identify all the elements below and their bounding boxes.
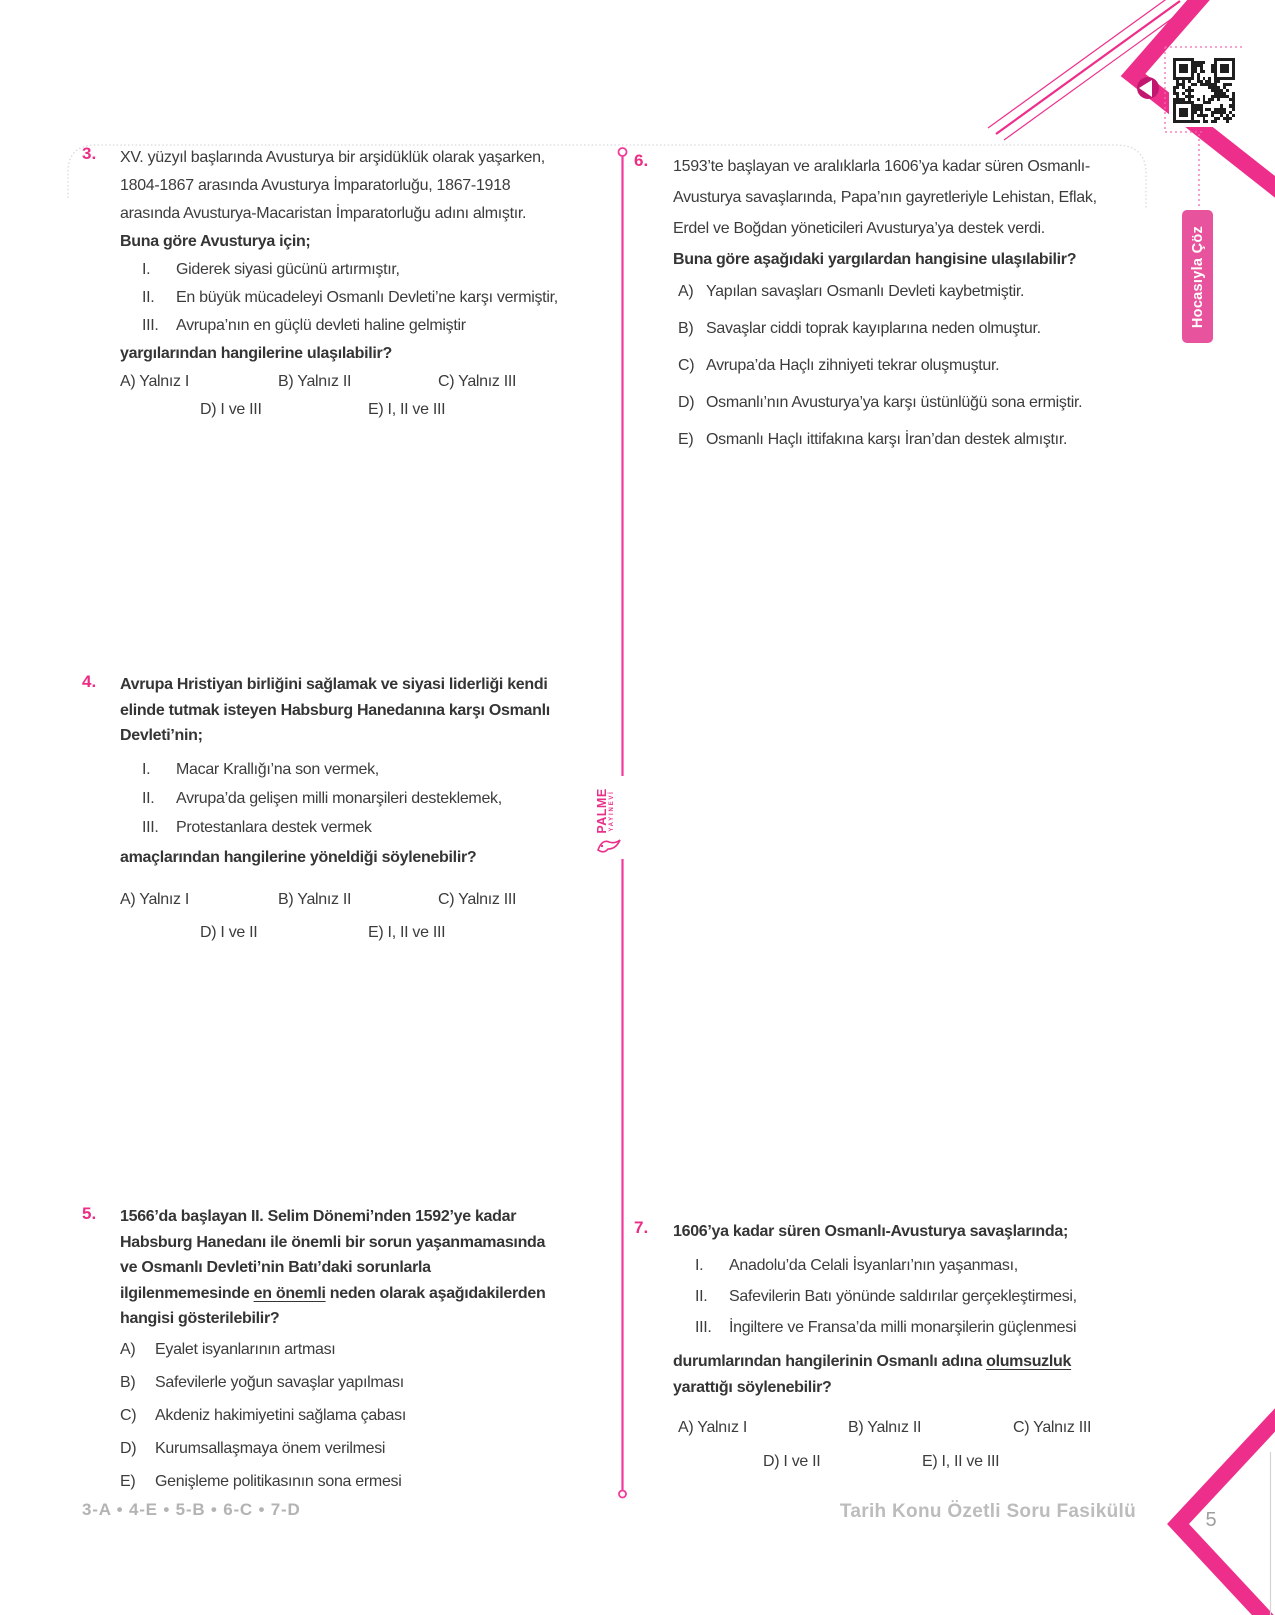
stem-line: ve Osmanlı Devleti’nin Batı’daki sorunlarla (120, 1259, 431, 1276)
stem-line: 1606’ya kadar süren Osmanlı-Avusturya savaşlarında; (673, 1223, 1068, 1240)
options-row-1 (120, 886, 590, 914)
option: C) Akdeniz hakimiyetini sağlama çabası (120, 1406, 406, 1424)
option-c: C) Yalnız III (1013, 1419, 1092, 1436)
hocasiyla-coz-label: Hocasıyla Çöz (1189, 225, 1206, 328)
question-line: amaçlarından hangilerine yöneldiği söylenebilir? (120, 848, 477, 866)
stem-line: hangisi gösterilebilir? (120, 1310, 280, 1327)
option-b: B) Yalnız II (848, 1419, 922, 1436)
option-d: D) I ve III (200, 401, 262, 418)
option-e: E) I, II ve III (368, 923, 446, 941)
roman-item: I. Giderek siyasi gücünü artırmıştır, (142, 261, 400, 278)
hocasiyla-coz-tab (1182, 210, 1213, 343)
palme-logo (588, 779, 632, 859)
roman-item: II. Avrupa’da gelişen milli monarşileri desteklemek, (142, 789, 502, 807)
stem-line: Avusturya savaşlarında, Papa’nın gayretleriyle Lehistan, Eflak, (673, 189, 1097, 206)
roman-item: I. Anadolu’da Celali İsyanları’nın yaşanması, (695, 1257, 1018, 1274)
question-line: yargılarından hangilerine ulaşılabilir? (120, 345, 392, 362)
roman-item: II. En büyük mücadeleyi Osmanlı Devleti’ne karşı vermiştir, (142, 289, 558, 306)
roman-item: III. Protestanlara destek vermek (142, 818, 372, 836)
question-line: durumlarından hangilerinin Osmanlı adına olumsuzluk (673, 1353, 1072, 1370)
question-line: yarattığı söylenebilir? (673, 1378, 832, 1396)
stem-line: arasında Avusturya-Macaristan İmparatorluğu adını almıştır. (120, 205, 527, 222)
palme-bird-icon (596, 837, 622, 855)
stem-line: XV. yüzyıl başlarında Avusturya bir arşidüklük olarak yaşarken, (120, 149, 545, 166)
answer-key: 3-A • 4-E • 5-B • 6-C • 7-D (82, 1500, 301, 1519)
options-row-2 (673, 1448, 1148, 1476)
option: A) Eyalet isyanlarının artması (120, 1340, 336, 1358)
option: B) Savaşlar ciddi toprak kayıplarına neden olmuştur. (678, 320, 1041, 337)
option-e: E) I, II ve III (368, 401, 446, 418)
question-number: 3. (82, 144, 97, 163)
roman-item: III. Avrupa’nın en güçlü devleti haline gelmiştir (142, 317, 466, 334)
option-d: D) I ve II (200, 923, 258, 941)
option-a: A) Yalnız I (678, 1419, 748, 1436)
roman-item: II. Safevilerin Batı yönünde saldırılar gerçekleştirmesi, (695, 1288, 1077, 1305)
question-7 (634, 1218, 1148, 1476)
stem-line: Avrupa Hristiyan birliğini sağlamak ve siyasi liderliği kendi (120, 676, 548, 693)
options-row-1 (120, 368, 590, 396)
question-number: 6. (634, 151, 649, 170)
option-b: B) Yalnız II (278, 373, 352, 390)
stem-line: 1804-1867 arasında Avusturya İmparatorluğu, 1867-1918 (120, 177, 511, 194)
stem-line: 1593’te başlayan ve aralıklarla 1606’ya kadar süren Osmanlı- (673, 158, 1090, 175)
option-a: A) Yalnız I (120, 373, 190, 390)
question-number: 7. (634, 1218, 649, 1237)
underlined-phrase: en önemli (253, 1284, 326, 1302)
question-number: 4. (82, 672, 97, 691)
options-row-2 (120, 919, 590, 947)
option: D) Osmanlı’nın Avusturya’ya karşı üstünlüğü sona ermiştir. (678, 394, 1083, 411)
stem-line: ilgilenmemesinde en önemli neden olarak aşağıdakilerden (120, 1284, 546, 1302)
option-c: C) Yalnız III (438, 373, 517, 390)
option-b: B) Yalnız II (278, 890, 352, 908)
option: D) Kurumsallaşmaya önem verilmesi (120, 1439, 386, 1457)
option-a: A) Yalnız I (120, 890, 190, 908)
booklet-title: Tarih Konu Özetli Soru Fasikülü (839, 1501, 1136, 1522)
option: E) Genişleme politikasının sona ermesi (120, 1472, 402, 1490)
question-6 (634, 151, 1148, 463)
stem-lead: Buna göre Avusturya için; (120, 233, 311, 250)
options-row-2 (120, 396, 590, 424)
option-c: C) Yalnız III (438, 890, 517, 908)
underlined-phrase: olumsuzluk (986, 1353, 1072, 1370)
option: A) Yapılan savaşları Osmanlı Devleti kaybetmiştir. (678, 283, 1025, 300)
option-e: E) I, II ve III (922, 1453, 1000, 1470)
question-line: Buna göre aşağıdaki yargılardan hangisine ulaşılabilir? (673, 251, 1077, 268)
option: C) Avrupa’da Haçlı zihniyeti tekrar oluşmuştur. (678, 357, 1000, 374)
bottom-right-chevron (1178, 1406, 1275, 1615)
options-row-1 (673, 1414, 1148, 1442)
roman-item: III. İngiltere ve Fransa’da milli monarşilerin güçlenmesi (695, 1319, 1077, 1336)
option-d: D) I ve II (763, 1453, 821, 1470)
stem-line: elinde tutmak isteyen Habsburg Hanedanına karşı Osmanlı (120, 701, 550, 719)
qr-code (1169, 54, 1239, 127)
chevron-badge (1137, 77, 1159, 99)
palme-logo-name: PALME (595, 788, 609, 834)
roman-item: I. Macar Krallığı’na son vermek, (142, 760, 379, 778)
question-3 (82, 144, 590, 424)
palme-logo-sub: YAYINEVİ (609, 790, 615, 832)
stem-line: Erdel ve Boğdan yöneticileri Avusturya’ya destek verdi. (673, 220, 1045, 237)
diagonal-accent-lines (988, 0, 1188, 140)
option: B) Safevilerle yoğun savaşlar yapılması (120, 1373, 404, 1391)
stem-line: 1566’da başlayan II. Selim Dönemi’nden 1592’ye kadar (120, 1208, 517, 1225)
page-number: 5 (1205, 1509, 1217, 1531)
question-4 (82, 672, 590, 947)
question-number: 5. (82, 1204, 97, 1223)
option: E) Osmanlı Haçlı ittifakına karşı İran’dan destek almıştır. (678, 431, 1068, 448)
stem-line: Habsburg Hanedanı ile önemli bir sorun yaşanmamasında (120, 1233, 546, 1251)
question-5 (82, 1204, 590, 1501)
stem-line: Devleti’nin; (120, 727, 203, 744)
